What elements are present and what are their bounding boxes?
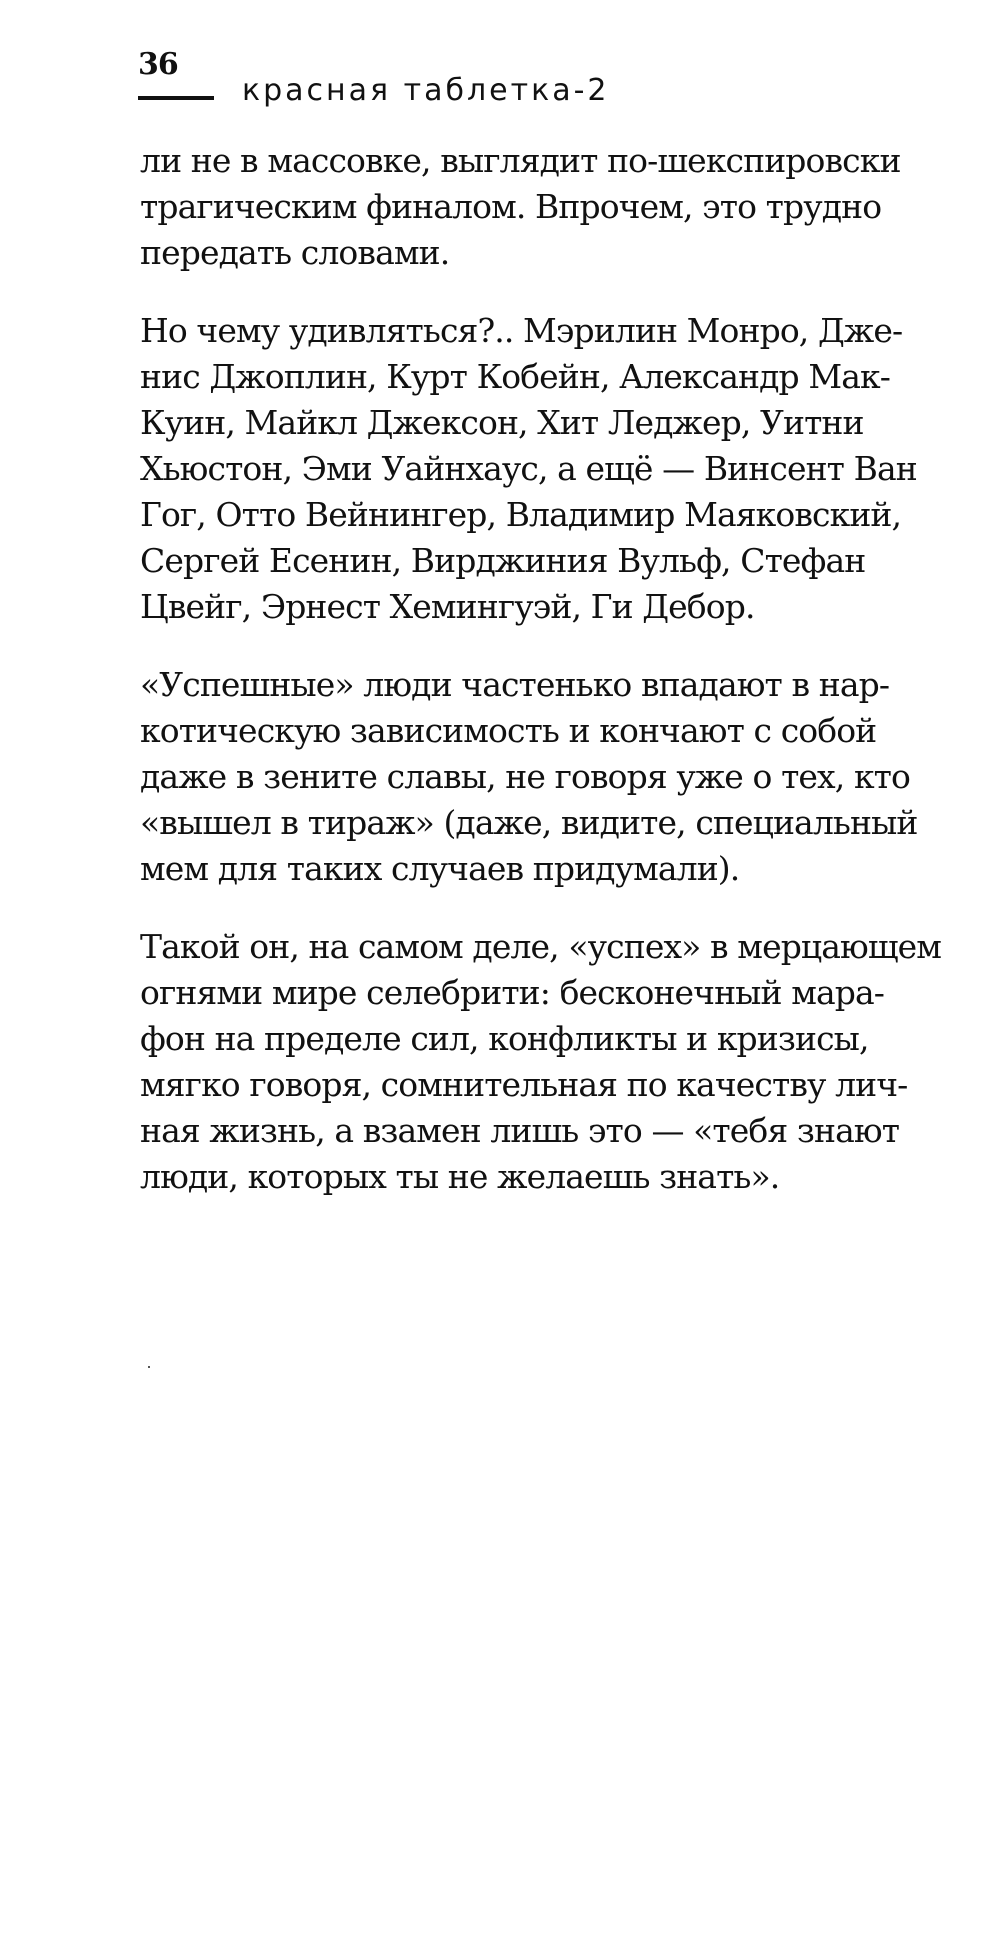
running-header xyxy=(138,44,898,114)
text-line: люди, которых ты не желаешь знать». xyxy=(140,1157,780,1196)
text-line: Хьюстон, Эми Уайнхаус, а ещё — Винсент Ван xyxy=(140,449,917,488)
header-rule xyxy=(138,96,214,100)
text-line: ли не в массовке, выглядит по-шекспировски xyxy=(140,141,901,180)
text-line: огнями мире селебрити: бесконечный мара- xyxy=(140,973,885,1012)
text-line: Но чему удивляться?.. Мэрилин Монро, Дже- xyxy=(140,311,903,350)
text-line: нис Джоплин, Курт Кобейн, Александр Мак- xyxy=(140,357,890,396)
paragraph-4 xyxy=(140,924,970,1200)
paragraph-2 xyxy=(140,308,970,630)
text-line: Сергей Есенин, Вирджиния Вульф, Стефан xyxy=(140,541,866,580)
body-text xyxy=(140,138,970,1232)
text-line: фон на пределе сил, конфликты и кризисы, xyxy=(140,1019,869,1058)
text-line: передать словами. xyxy=(140,233,450,272)
text-line: мем для таких случаев придумали). xyxy=(140,849,740,888)
paragraph-3 xyxy=(140,662,970,892)
text-line: котическую зависимость и кончают с собой xyxy=(140,711,877,750)
print-speck xyxy=(148,1366,150,1368)
text-line: Цвейг, Эрнест Хемингуэй, Ги Дебор. xyxy=(140,587,755,626)
text-line: даже в зените славы, не говоря уже о тех, кто xyxy=(140,757,910,796)
text-line: трагическим финалом. Впрочем, это трудно xyxy=(140,187,882,226)
text-line: «вышел в тираж» (даже, видите, специальный xyxy=(140,803,918,842)
text-line: «Успешные» люди частенько впадают в нар- xyxy=(140,665,890,704)
running-title: красная таблетка-2 xyxy=(242,73,610,108)
text-line: ная жизнь, а взамен лишь это — «тебя знают xyxy=(140,1111,900,1150)
paragraph-1 xyxy=(140,138,970,276)
text-line: Куин, Майкл Джексон, Хит Леджер, Уитни xyxy=(140,403,864,442)
text-line: Гог, Отто Вейнингер, Владимир Маяковский, xyxy=(140,495,902,534)
page-number: 36 xyxy=(138,47,178,82)
text-line: мягко говоря, сомнительная по качеству лич- xyxy=(140,1065,908,1104)
text-line: Такой он, на самом деле, «успех» в мерцающем xyxy=(140,927,942,966)
